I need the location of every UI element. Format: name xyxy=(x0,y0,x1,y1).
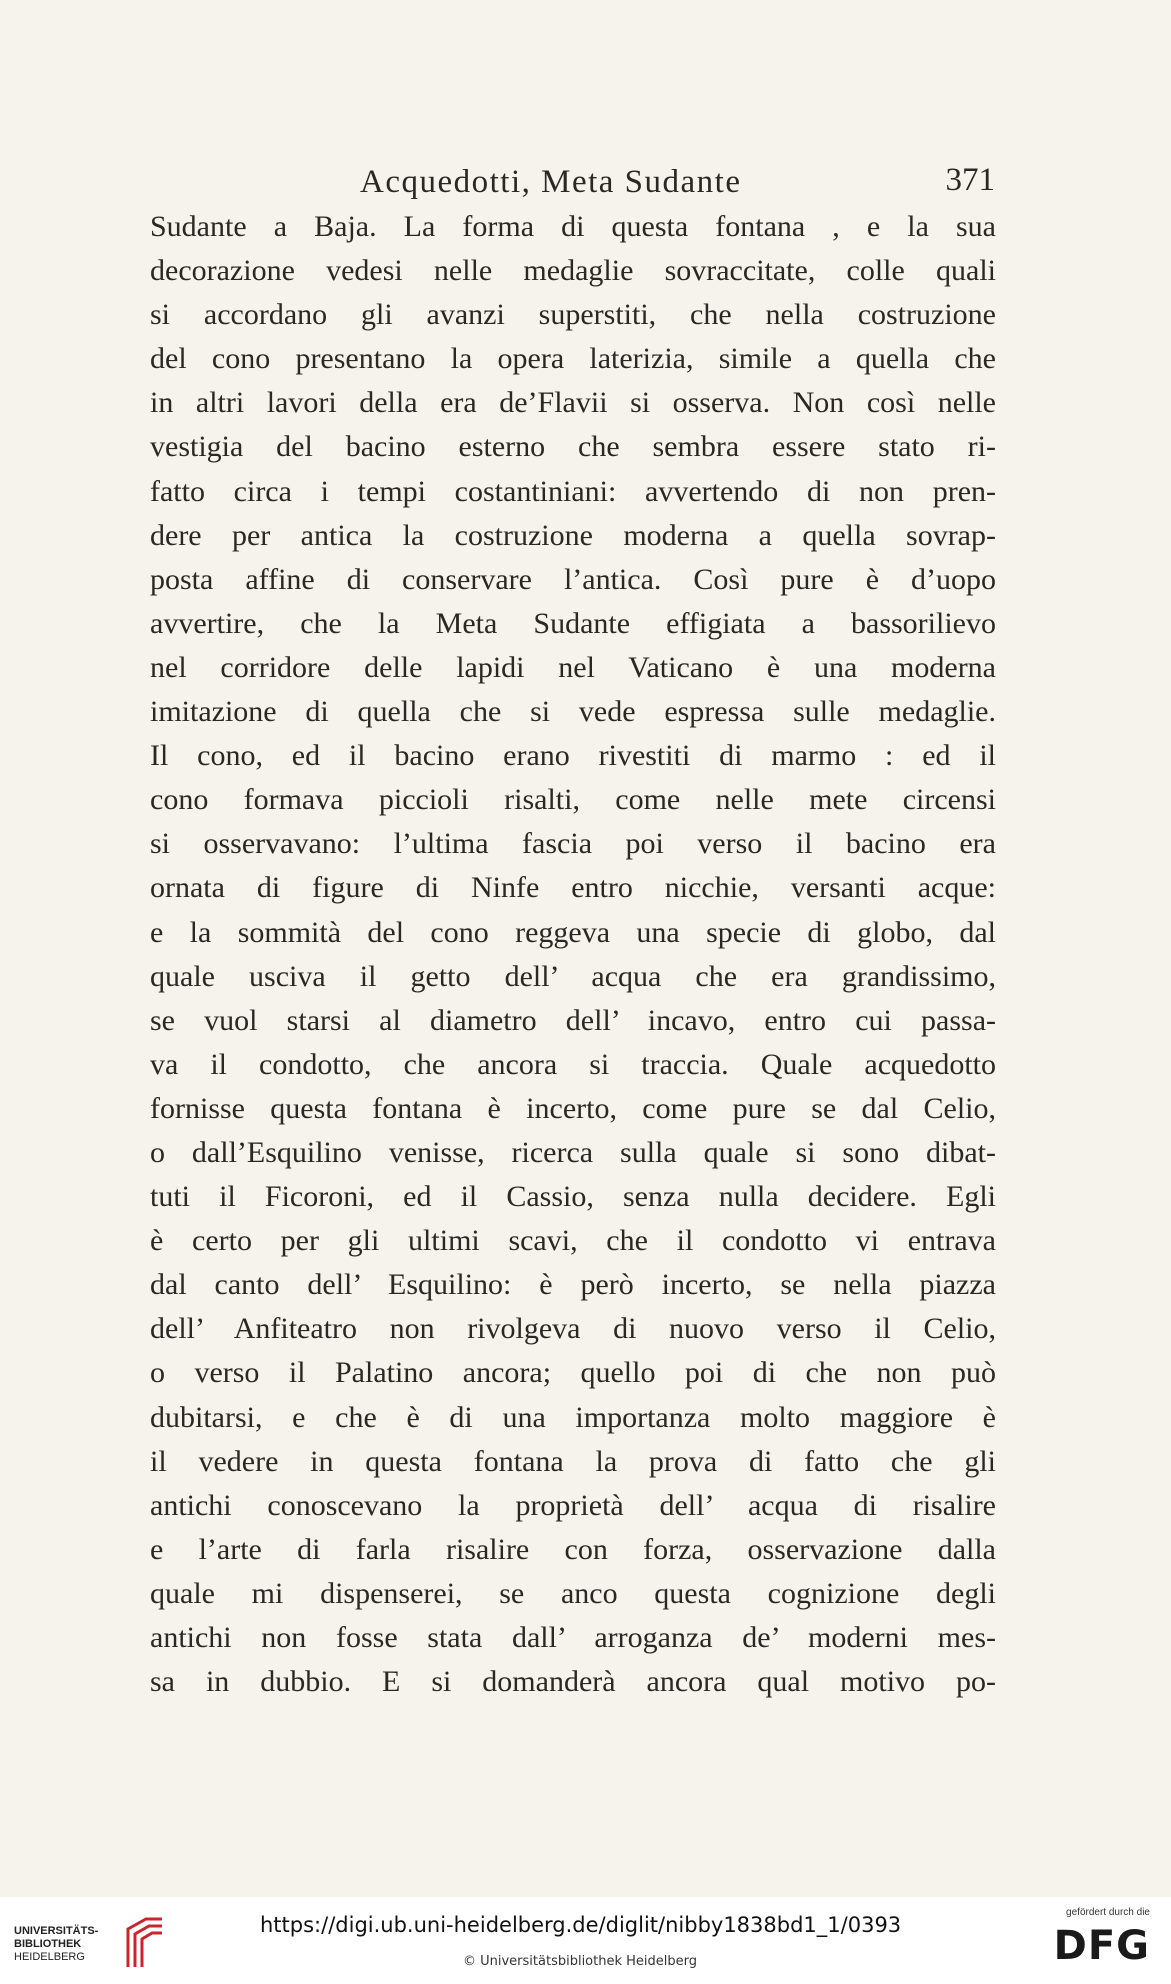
text-line: quale usciva il getto dell’ acqua che era grandissimo, xyxy=(150,959,996,993)
text-line: va il condotto, che ancora si traccia. Quale acquedotto xyxy=(150,1047,996,1081)
text-line: se vuol starsi al diametro dell’ incavo, entro cui passa- xyxy=(150,1003,996,1037)
text-line: il vedere in questa fontana la prova di fatto che gli xyxy=(150,1444,996,1478)
text-line: Il cono, ed il bacino erano rivestiti di marmo : ed il xyxy=(150,739,996,773)
dfg-logo[interactable] xyxy=(1030,1907,1160,1977)
footer-copyright: © Universitätsbibliothek Heidelberg xyxy=(462,1954,697,1969)
text-line: dere per antica la costruzione moderna a quella sovrap- xyxy=(150,518,996,552)
running-title: Acquedotti, Meta Sudante xyxy=(360,164,742,200)
text-line: fornisse questa fontana è incerto, come pure se dal Celio, xyxy=(150,1091,996,1125)
text-line: si accordano gli avanzi superstiti, che nella costruzione xyxy=(150,298,996,332)
text-line: vestigia del bacino esterno che sembra essere stato ri- xyxy=(150,430,996,464)
body-text xyxy=(150,205,996,1704)
library-logo-icon xyxy=(122,1915,166,1970)
text-line: dell’ Anfiteatro non rivolgeva di nuovo verso il Celio, xyxy=(150,1312,996,1346)
funding-caption: gefördert durch die xyxy=(1066,1907,1150,1918)
text-line: e la sommità del cono reggeva una specie di globo, dal xyxy=(150,915,996,949)
text-line: e l’arte di farla risalire con forza, osservazione dalla xyxy=(150,1532,996,1566)
library-name xyxy=(14,1925,98,1964)
text-line: o verso il Palatino ancora; quello poi di che non può xyxy=(150,1356,996,1390)
text-line: sa in dubbio. E si domanderà ancora qual motivo po- xyxy=(150,1665,996,1699)
text-line: imitazione di quella che si vede espressa sulle medaglie. xyxy=(150,695,996,729)
text-line: avvertire, che la Meta Sudante effigiata a bassorilievo xyxy=(150,606,996,640)
library-line: HEIDELBERG xyxy=(14,1951,85,1963)
footer-url-link[interactable]: https://digi.ub.uni-heidelberg.de/diglit/nibby1838bd1_1/0393 xyxy=(260,1913,902,1937)
text-line: Sudante a Baja. La forma di questa fontana , e la sua xyxy=(150,210,996,243)
text-line: o dall’Esquilino venisse, ricerca sulla quale si sono dibat- xyxy=(150,1135,996,1169)
text-line: nel corridore delle lapidi nel Vaticano è una moderna xyxy=(150,650,996,684)
text-line: ornata di figure di Ninfe entro nicchie, versanti acque: xyxy=(150,871,996,905)
text-line: decorazione vedesi nelle medaglie sovraccitate, colle quali xyxy=(150,254,996,288)
text-line: tuti il Ficoroni, ed il Cassio, senza nulla decidere. Egli xyxy=(150,1180,996,1214)
text-line: antichi conoscevano la proprietà dell’ acqua di risalire xyxy=(150,1488,996,1522)
library-line: BIBLIOTHEK xyxy=(14,1938,82,1950)
text-line: quale mi dispenserei, se anco questa cognizione degli xyxy=(150,1576,996,1610)
text-line: posta affine di conservare l’antica. Così pure è d’uopo xyxy=(150,562,996,596)
text-line: è certo per gli ultimi scavi, che il condotto vi entrava xyxy=(150,1224,996,1258)
library-line: UNIVERSITÄTS- xyxy=(14,1925,99,1937)
library-logo[interactable] xyxy=(14,1915,164,1970)
page-number: 371 xyxy=(945,162,995,198)
text-line: in altri lavori della era de’Flavii si osserva. Non così nelle xyxy=(150,386,996,420)
text-line: cono formava piccioli risalti, come nelle mete circensi xyxy=(150,783,996,817)
text-line: antichi non fosse stata dall’ arroganza de’ moderni mes- xyxy=(150,1621,996,1654)
text-line: fatto circa i tempi costantiniani: avvertendo di non pren- xyxy=(150,474,996,508)
dfg-logo-mark: DFG xyxy=(1053,1923,1150,1969)
footer-bar xyxy=(0,1897,1171,1984)
text-line: dubitarsi, e che è di una importanza molto maggiore è xyxy=(150,1400,996,1434)
text-line: dal canto dell’ Esquilino: è però incerto, se nella piazza xyxy=(150,1268,996,1302)
text-line: del cono presentano la opera laterizia, simile a quella che xyxy=(150,342,996,376)
running-head xyxy=(150,160,995,206)
text-line: si osservavano: l’ultima fascia poi verso il bacino era xyxy=(150,827,996,861)
